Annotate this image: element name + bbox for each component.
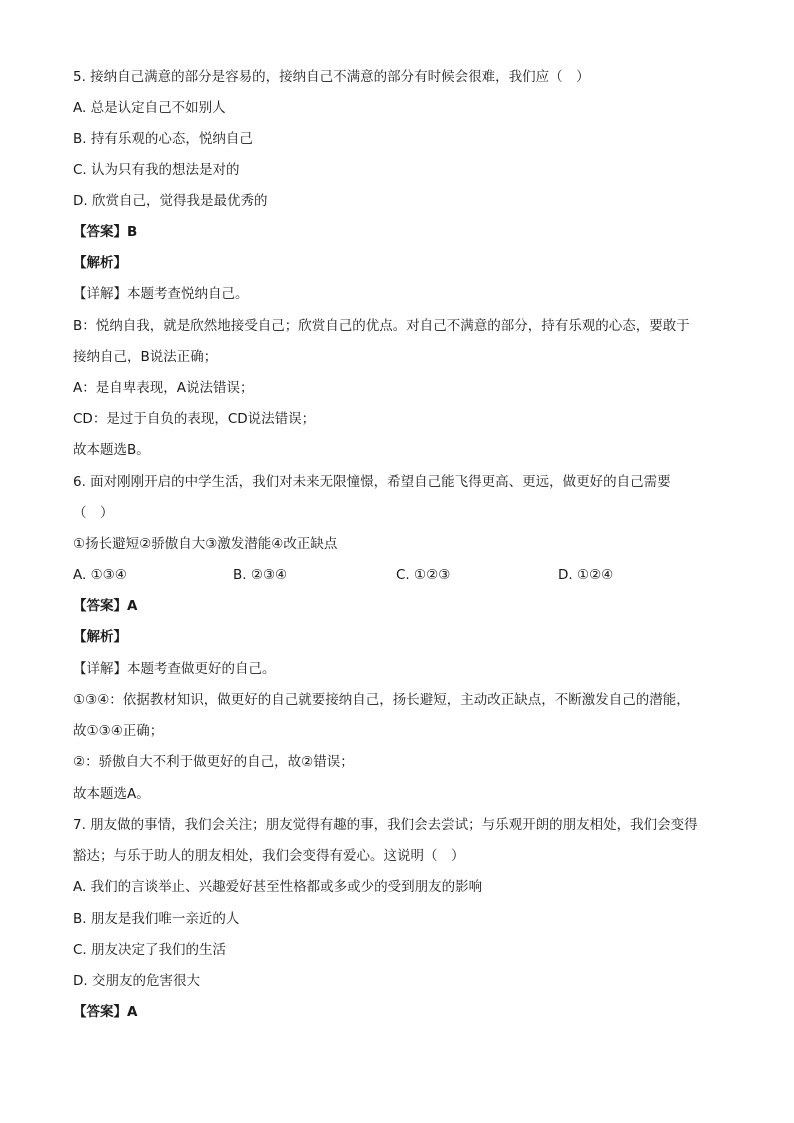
- question-5-explanation-line: B：悦纳自我，就是欣然地接受自己；欣赏自己的优点。对自己不满意的部分，持有乐观的心态，要敢于: [73, 318, 690, 334]
- question-7-option-b: B. 朋友是我们唯一亲近的人: [73, 911, 240, 927]
- question-7-option-a: A. 我们的言谈举止、兴趣爱好甚至性格都或多或少的受到朋友的影响: [73, 879, 483, 895]
- question-7-answer: 【答案】A: [73, 1004, 138, 1020]
- question-6-explanation-line: 故①③④正确；: [73, 723, 164, 739]
- question-5-explanation-line: A：是自卑表现，A说法错误；: [73, 380, 254, 396]
- question-6-items: ①扬长避短②骄傲自大③激发潜能④改正缺点: [73, 536, 338, 552]
- question-5-detail: 【详解】本题考查悦纳自己。: [73, 286, 249, 302]
- question-6-option-c: C. ①②③: [396, 567, 451, 583]
- question-5-option-a: A. 总是认定自己不如别人: [73, 100, 226, 116]
- question-5-stem: 5. 接纳自己满意的部分是容易的，接纳自己不满意的部分有时候会很难，我们应（ ）: [73, 69, 590, 85]
- question-6-explanation-line: ①③④：依据教材知识，做更好的自己就要接纳自己，扬长避短，主动改正缺点，不断激发自己的潜能，: [73, 692, 690, 708]
- question-6-analysis-label: 【解析】: [73, 629, 127, 645]
- question-6-explanation-line: ②：骄傲自大不利于做更好的自己，故②错误；: [73, 754, 354, 770]
- question-6-detail: 【详解】本题考查做更好的自己。: [73, 661, 276, 677]
- question-5-option-b: B. 持有乐观的心态，悦纳自己: [73, 131, 253, 147]
- question-6-stem: 6. 面对刚刚开启的中学生活，我们对未来无限憧憬，希望自己能飞得更高、更远，做更好的自己需要: [73, 474, 671, 490]
- question-5-option-d: D. 欣赏自己，觉得我是最优秀的: [73, 193, 268, 209]
- question-6-answer: 【答案】A: [73, 598, 138, 614]
- question-7-stem-continued: 豁达；与乐于助人的朋友相处，我们会变得有爱心。这说明（ ）: [73, 848, 465, 864]
- question-5-analysis-label: 【解析】: [73, 255, 127, 271]
- question-6-options-row: [73, 566, 733, 584]
- question-6-option-b: B. ②③④: [233, 567, 288, 583]
- question-5-option-c: C. 认为只有我的想法是对的: [73, 162, 240, 178]
- question-7-stem: 7. 朋友做的事情，我们会关注；朋友觉得有趣的事，我们会去尝试；与乐观开朗的朋友相处，我们会变得: [73, 817, 698, 833]
- question-5-answer: 【答案】B: [73, 224, 138, 240]
- question-6-option-a: A. ①③④: [73, 567, 127, 583]
- question-6-stem-continued: （ ）: [73, 505, 114, 521]
- question-6-option-d: D. ①②④: [558, 567, 614, 583]
- question-6-explanation-line: 故本题选A。: [73, 786, 150, 802]
- question-7-option-c: C. 朋友决定了我们的生活: [73, 942, 227, 958]
- question-7-option-d: D. 交朋友的危害很大: [73, 973, 200, 989]
- question-5-explanation-line: 故本题选B。: [73, 442, 150, 458]
- question-5-explanation-line: CD：是过于自负的表现，CD说法错误；: [73, 411, 316, 427]
- question-5-explanation-line: 接纳自己，B说法正确；: [73, 349, 218, 365]
